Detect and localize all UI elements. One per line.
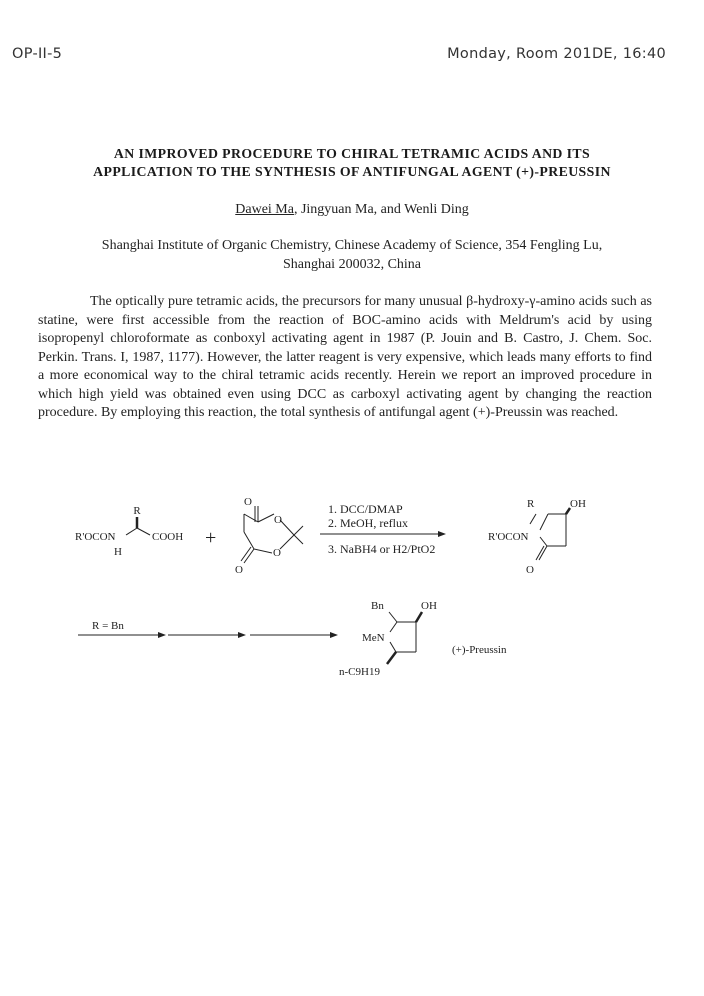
preussin-men-label: MeN — [362, 632, 385, 644]
sm-carbamate-label: R'OCON — [75, 531, 116, 543]
bond — [280, 520, 294, 535]
arrowhead — [438, 531, 446, 537]
preussin-name: (+)-Preussin — [452, 644, 507, 656]
bond — [294, 526, 303, 535]
bond — [530, 514, 536, 524]
condition-2: 2. MeOH, reflux — [328, 516, 408, 530]
bond — [390, 622, 397, 632]
r-equals-bn: R = Bn — [92, 620, 124, 632]
preussin-chain-label: n-C9H19 — [339, 666, 380, 678]
affiliation-line-1: Shanghai Institute of Organic Chemistry, Chinese Academy of Science, 354 Fengling Lu, — [101, 238, 603, 253]
preussin-oh-label: OH — [421, 600, 437, 612]
product-r-label: R — [527, 498, 535, 510]
condition-1: 1. DCC/DMAP — [328, 502, 403, 516]
abstract-paragraph: The optically pure tetramic acids, the precursors for many unusual β-hydroxy-γ-amino acids such as statine, were first accessible from the reaction of BOC-amino acids with Meldrum's acid by using isopropenyl chloroformate as conboxyl activating agent in 1987 (P. Jouin and B. Castro, J. Chem. Soc. Perkin. Trans. I, 1987, 1177). However, the latter reagent is very expensive, which leads many efforts to find a more economical way to the chiral tetramic acids recently. Herein we report an improved procedure in which high yield was obtained even using DCC as carboxyl activating agent by changing the reaction procedure. By employing this reaction, the total synthesis of antifungal agent (+)-Preussin was reached. — [38, 294, 652, 420]
sm-acid-label: COOH — [152, 531, 184, 543]
bond — [137, 528, 150, 535]
wedge-bond — [387, 652, 396, 664]
bond — [244, 549, 254, 563]
bond — [390, 642, 396, 652]
bond — [294, 535, 303, 544]
sm-r-label: R — [133, 505, 141, 517]
co-authors: , Jingyuan Ma, and Wenli Ding — [293, 202, 469, 217]
product-oh-label: OH — [570, 498, 586, 510]
arrowhead — [238, 632, 246, 638]
bond — [254, 549, 272, 553]
bond — [258, 514, 274, 522]
affiliation-line-2: Shanghai 200032, China — [282, 257, 422, 272]
bond — [244, 532, 254, 549]
title-line-2: APPLICATION TO THE SYNTHESIS OF ANTIFUNGAL AGENT (+)-PREUSSIN — [93, 164, 611, 179]
sm-h-label: H — [114, 546, 122, 558]
meldrum-o-top: O — [244, 496, 252, 508]
meldrum-o-ring-2: O — [273, 547, 281, 559]
title-line-1: AN IMPROVED PROCEDURE TO CHIRAL TETRAMIC ACIDS AND ITS — [113, 146, 591, 161]
preussin-bn-label: Bn — [371, 600, 384, 612]
condition-3: 3. NaBH4 or H2/PtO2 — [328, 542, 436, 556]
product-o-label: O — [526, 564, 534, 576]
session-code: OP-II-5 — [12, 46, 63, 62]
arrowhead — [158, 632, 166, 638]
bond — [241, 547, 251, 561]
bond — [540, 537, 547, 546]
meldrum-o-bottom: O — [235, 564, 243, 576]
bond — [280, 535, 294, 549]
bond — [244, 514, 258, 522]
plus-sign: + — [205, 527, 217, 549]
bond — [126, 528, 137, 535]
meldrum-o-ring-1: O — [274, 514, 282, 526]
product-carbamate-label: R'OCON — [488, 531, 529, 543]
session-time: Monday, Room 201DE, 16:40 — [447, 46, 666, 62]
bond — [389, 612, 397, 622]
wedge-bond — [416, 612, 422, 622]
arrowhead — [330, 632, 338, 638]
presenting-author: Dawei Ma — [235, 202, 294, 217]
bond — [540, 514, 548, 530]
